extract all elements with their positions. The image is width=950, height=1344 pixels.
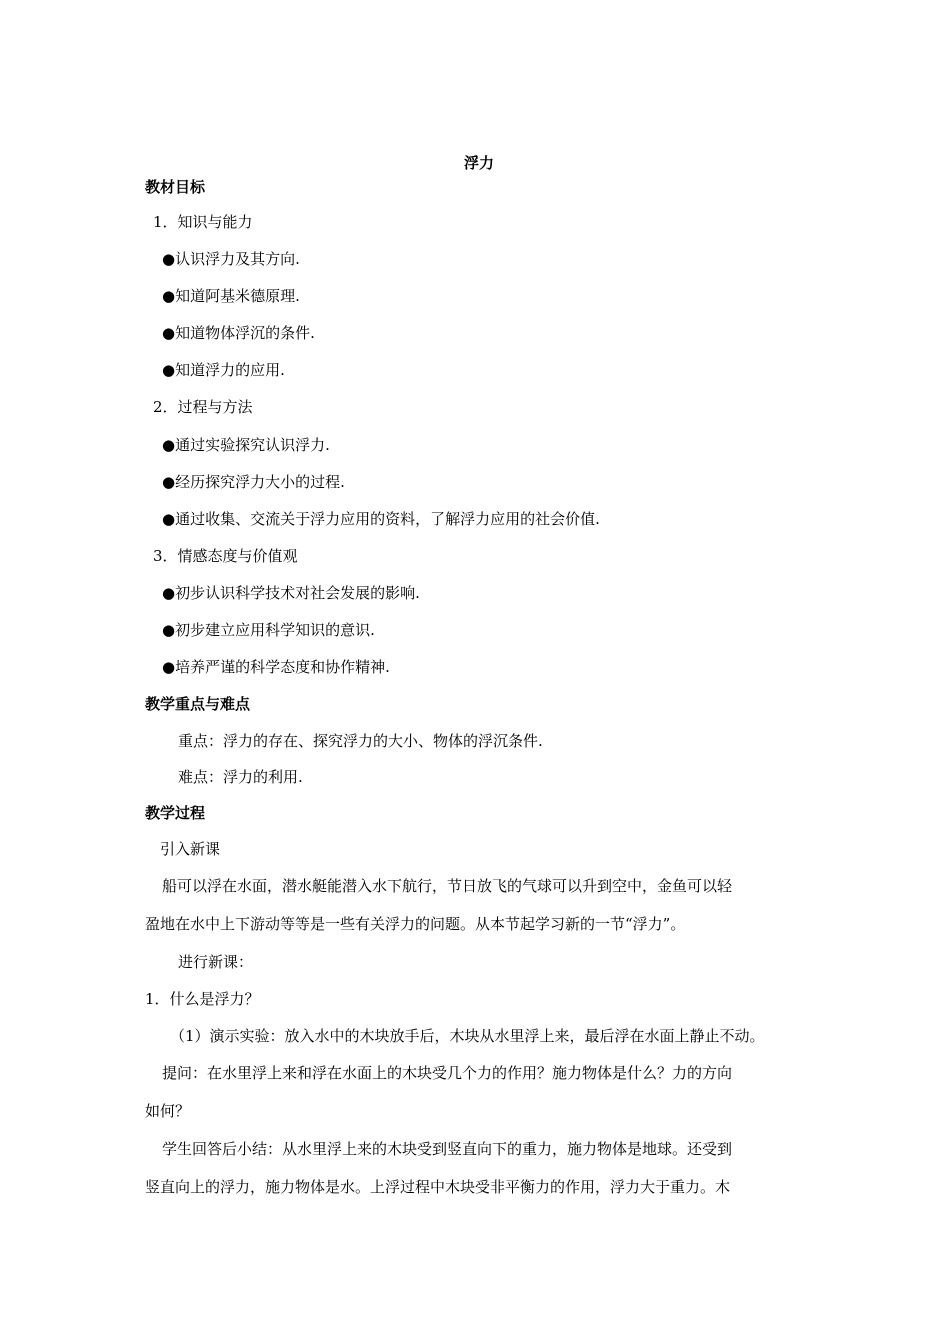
key-point-text: 重点：浮力的存在、探究浮力的大小、物体的浮沉条件. bbox=[178, 732, 543, 750]
section-heading-objectives: 教材目标 bbox=[145, 178, 206, 196]
paragraph-line: 竖直向上的浮力，施力物体是水。上浮过程中木块受非平衡力的作用，浮力大于重力。木 bbox=[145, 1178, 731, 1196]
list-item: ●通过收集、交流关于浮力应用的资料，了解浮力应用的社会价值. bbox=[162, 510, 600, 528]
question-heading: 1．什么是浮力？ bbox=[145, 990, 260, 1008]
paragraph-line: 船可以浮在水面，潜水艇能潜入水下航行，节日放飞的气球可以升到空中，金鱼可以轻 bbox=[162, 877, 733, 895]
paragraph-line: 提问：在水里浮上来和浮在水面上的木块受几个力的作用？施力物体是什么？力的方向 bbox=[162, 1064, 733, 1082]
intro-label: 引入新课 bbox=[160, 840, 221, 858]
subsection-label-process: 2．过程与方法 bbox=[153, 398, 253, 416]
section-heading-keypoints: 教学重点与难点 bbox=[145, 695, 251, 713]
list-item: ●知道浮力的应用. bbox=[162, 361, 285, 379]
new-lesson-label: 进行新课： bbox=[178, 953, 254, 971]
list-item: ●认识浮力及其方向. bbox=[162, 250, 300, 268]
subsection-label-attitude: 3．情感态度与价值观 bbox=[153, 547, 298, 565]
list-item: ●经历探究浮力大小的过程. bbox=[162, 473, 345, 491]
subsection-label-knowledge: 1．知识与能力 bbox=[153, 213, 253, 231]
paragraph-line: 学生回答后小结：从水里浮上来的木块受到竖直向下的重力，施力物体是地球。还受到 bbox=[162, 1140, 733, 1158]
list-item: ●初步认识科学技术对社会发展的影响. bbox=[162, 584, 420, 602]
list-item: ●培养严谨的科学态度和协作精神. bbox=[162, 658, 390, 676]
list-item: ●初步建立应用科学知识的意识. bbox=[162, 621, 375, 639]
list-item: ●知道阿基米德原理. bbox=[162, 287, 300, 305]
section-heading-process: 教学过程 bbox=[145, 804, 206, 822]
difficult-point-text: 难点：浮力的利用. bbox=[178, 768, 303, 786]
paragraph-line: 盈地在水中上下游动等等是一些有关浮力的问题。从本节起学习新的一节“浮力”。 bbox=[145, 915, 686, 933]
paragraph-line: （1）演示实验：放入水中的木块放手后，木块从水里浮上来，最后浮在水面上静止不动。 bbox=[170, 1027, 765, 1045]
list-item: ●知道物体浮沉的条件. bbox=[162, 324, 315, 342]
paragraph-line: 如何？ bbox=[145, 1102, 191, 1120]
list-item: ●通过实验探究认识浮力. bbox=[162, 436, 330, 454]
page-title: 浮力 bbox=[463, 154, 494, 172]
